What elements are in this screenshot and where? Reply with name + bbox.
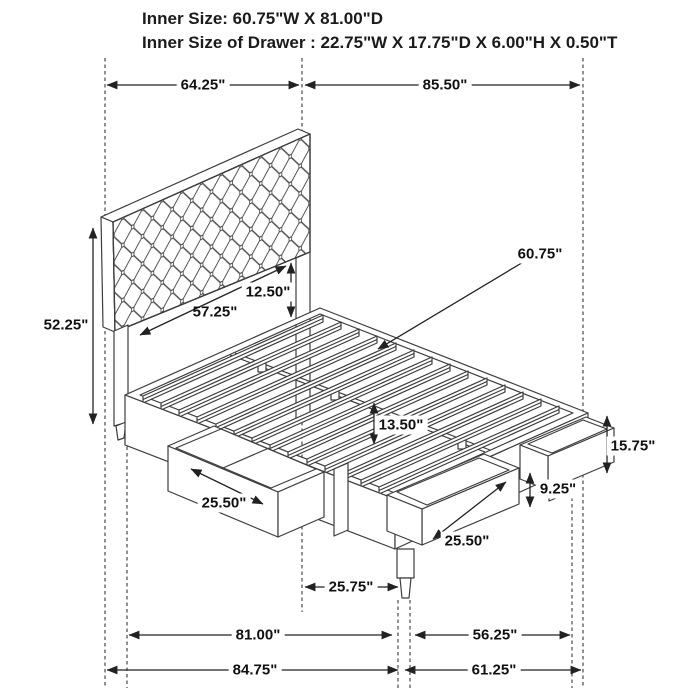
dim-outer-length-label: 84.75" xyxy=(229,661,282,680)
dim-inner-length-label: 81.00" xyxy=(232,626,285,645)
dim-headboard-height-label: 52.25" xyxy=(43,316,89,334)
foot-left-leg xyxy=(397,549,414,598)
dim-drawer-extension-label: 25.75" xyxy=(325,578,378,597)
dim-headboard-width-label: 64.25" xyxy=(177,76,230,95)
bed-illustration xyxy=(101,129,614,598)
dim-slat-width-label: 60.75" xyxy=(514,245,567,264)
dim-clearance-label: 13.50" xyxy=(375,416,428,435)
dim-foot-drawer-label: 25.50" xyxy=(441,532,494,551)
inner-drawer-size-title: Inner Size of Drawer : 22.75"W X 17.75"D X 6.00"H X 0.50"T xyxy=(142,33,618,52)
dim-side-drawer-label: 25.50" xyxy=(198,494,251,513)
dim-headboard-panel-label: 57.25" xyxy=(192,303,238,321)
dim-leg-exposed-label: 12.50" xyxy=(242,283,295,302)
dim-foot-inner-width-label: 56.25" xyxy=(469,626,522,645)
inner-size-title: Inner Size: 60.75"W X 81.00"D xyxy=(142,9,383,28)
dim-drawer-height-label: 9.25" xyxy=(536,480,580,499)
leader-line-slat-width xyxy=(378,261,525,349)
drawer-glide-bracket xyxy=(334,463,348,536)
dim-outer-width-label: 61.25" xyxy=(468,661,521,680)
dim-frame-height-label: 15.75" xyxy=(607,437,660,456)
dim-bed-length-label: 85.50" xyxy=(419,76,472,95)
